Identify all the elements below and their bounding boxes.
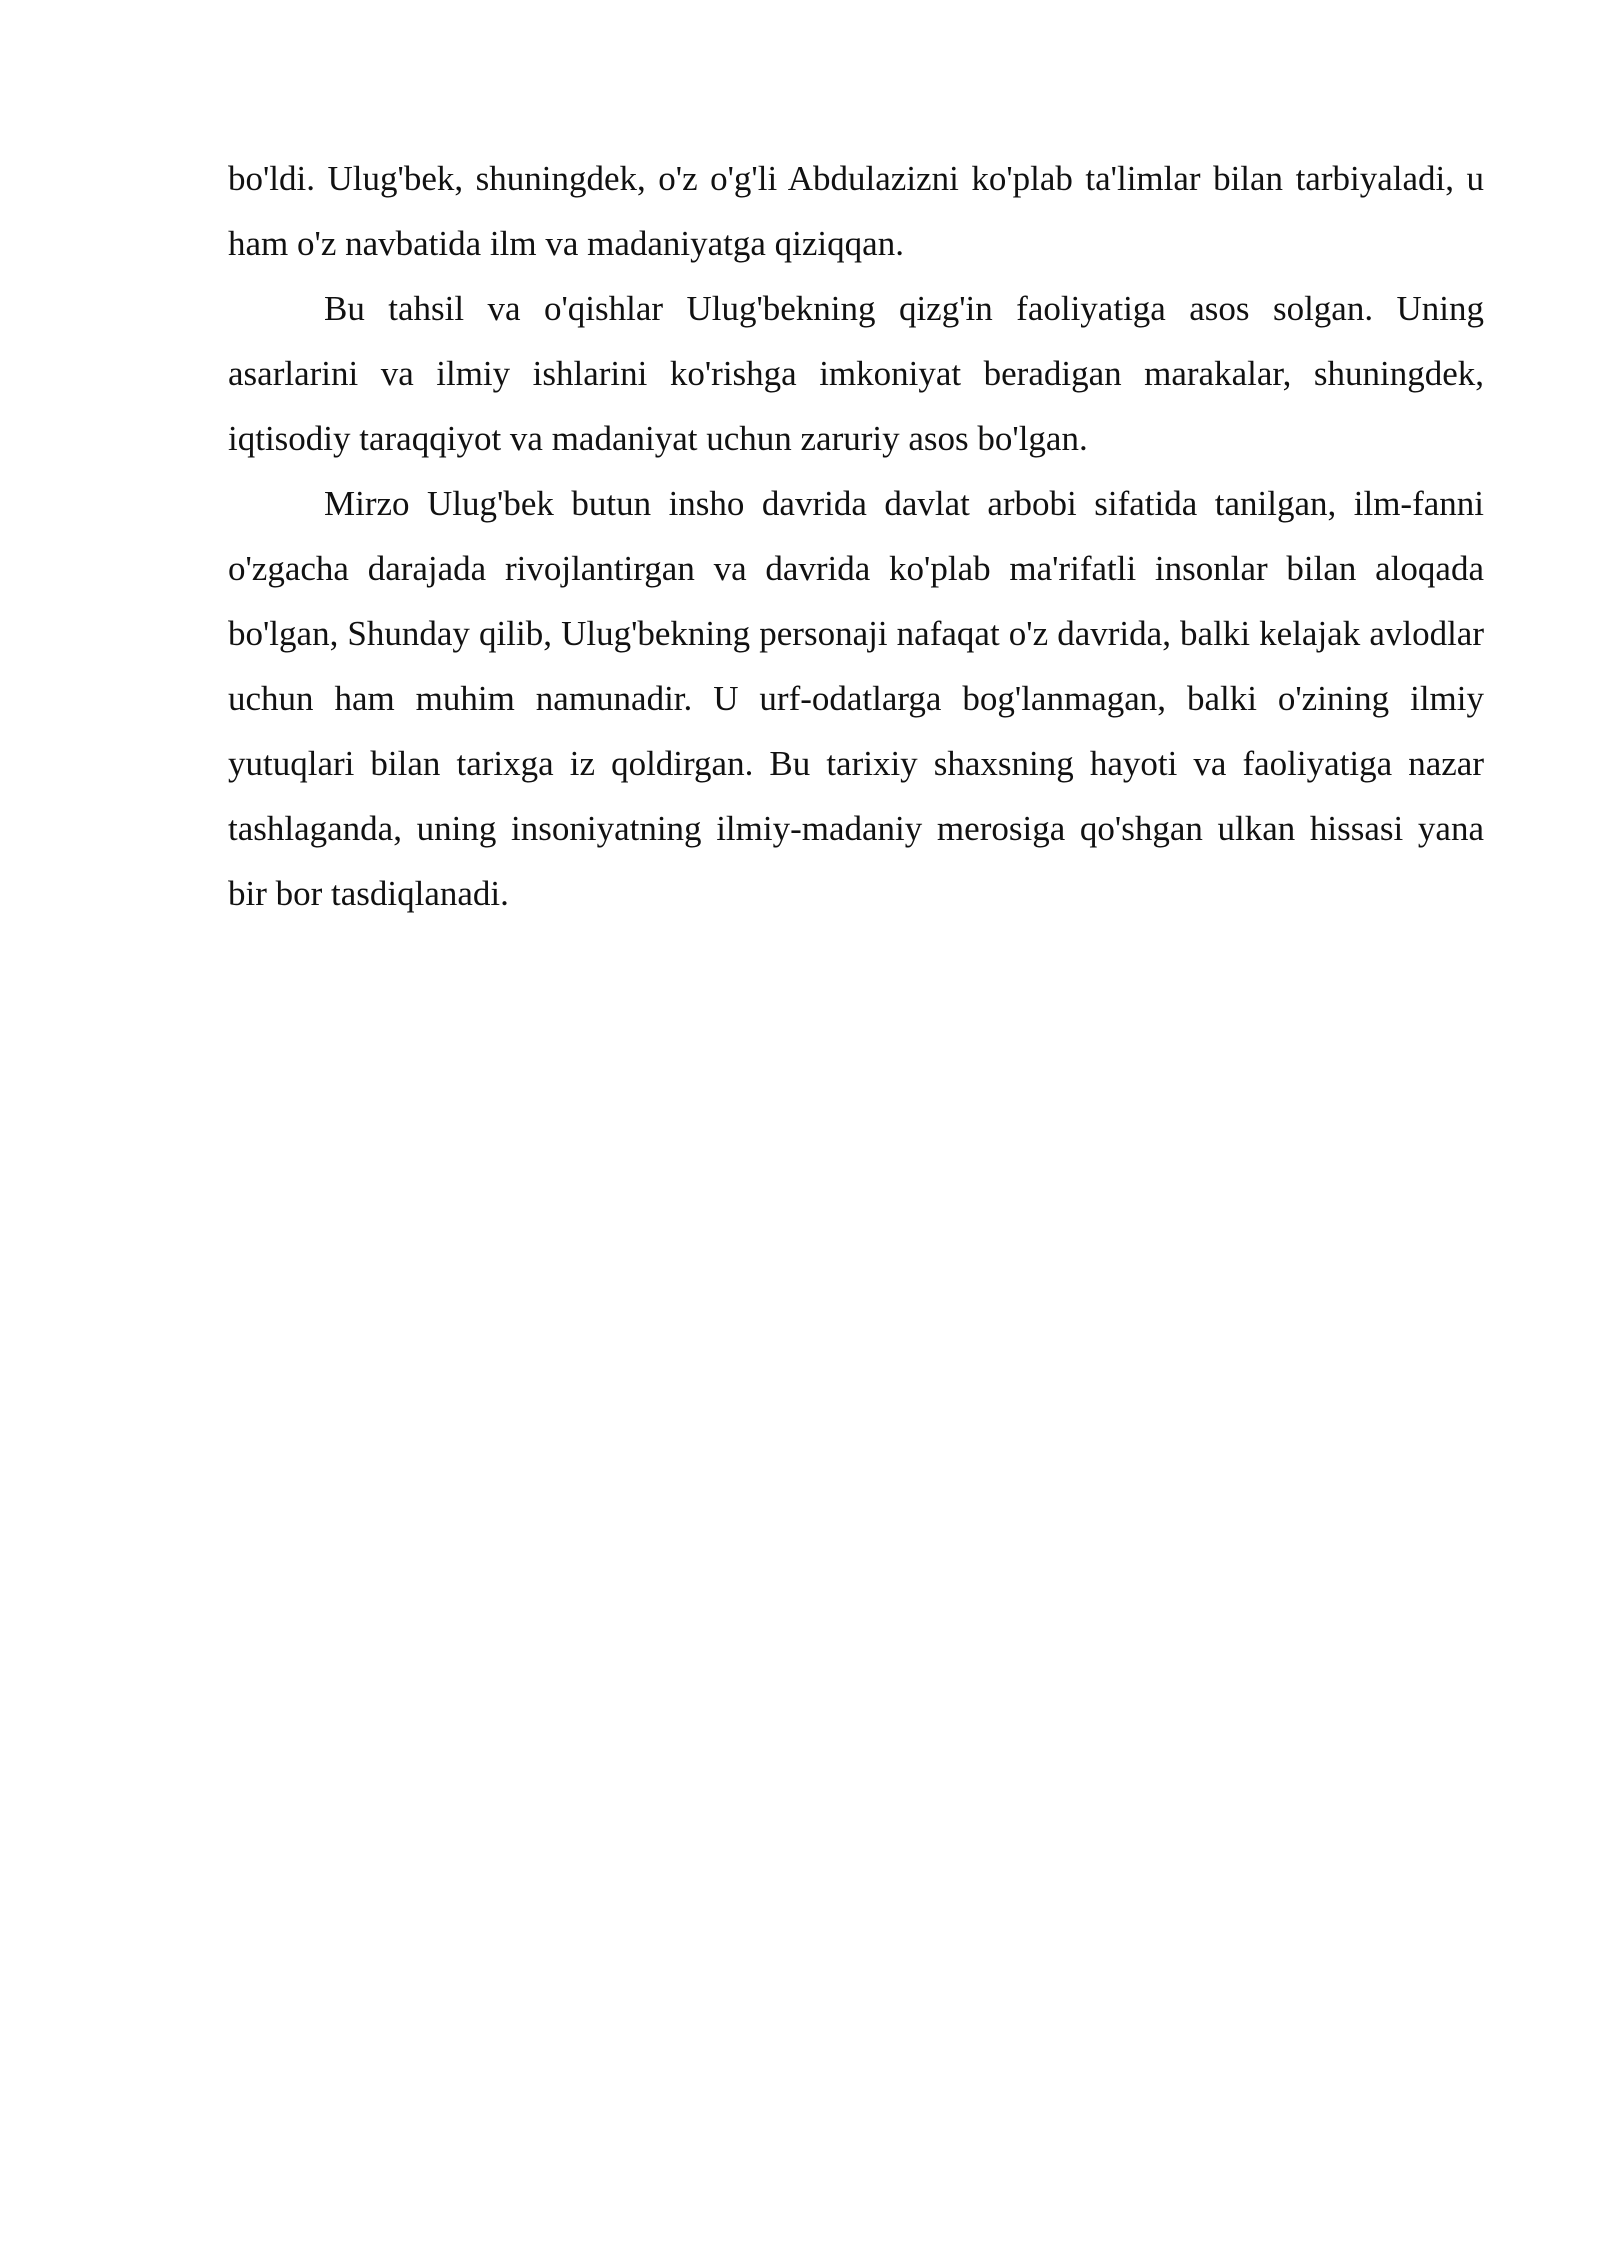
body-text bbox=[228, 146, 1484, 926]
paragraph-legacy: Mirzo Ulug'bek butun insho davrida davlat arbobi sifatida tanilgan, ilm-fanni o'zgacha darajada rivojlantirgan va davrida ko'plab ma'rifatli insonlar bilan aloqada bo'lgan, Shunday qilib, Ulug'bekning personaji nafaqat o'z davrida, balki kelajak avlodlar uchun ham muhim namunadir. U urf-odatlarga bog'lanmagan, balki o'zining ilmiy yutuqlari bilan tarixga iz qoldirgan. Bu tarixiy shaxsning hayoti va faoliyatiga nazar tashlaganda, uning insoniyatning ilmiy-madaniy merosiga qo'shgan ulkan hissasi yana bir bor tasdiqlanadi. bbox=[228, 484, 1484, 913]
paragraph-continuation: bo'ldi. Ulug'bek, shuningdek, o'z o'g'li Abdulazizni ko'plab ta'limlar bilan tarbiyaladi, u ham o'z navbatida ilm va madaniyatga qiziqqan. bbox=[228, 159, 1484, 263]
paragraph-education: Bu tahsil va o'qishlar Ulug'bekning qizg'in faoliyatiga asos solgan. Uning asarlarini va ilmiy ishlarini ko'rishga imkoniyat beradigan marakalar, shuningdek, iqtisodiy taraqqiyot va madaniyat uchun zaruriy asos bo'lgan. bbox=[228, 289, 1484, 458]
